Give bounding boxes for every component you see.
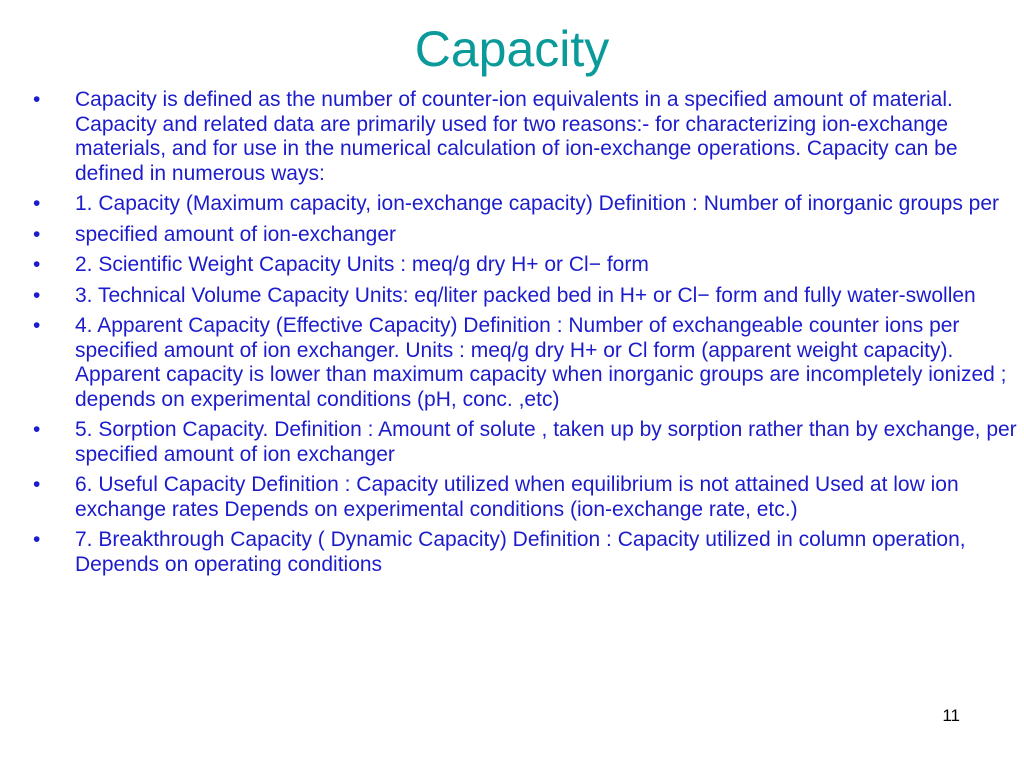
bullet-text: 3. Technical Volume Capacity Units: eq/liter packed bed in H+ or Cl− form and fully water-swollen [75,283,976,307]
bullet-text: 1. Capacity (Maximum capacity, ion-exchange capacity) Definition : Number of inorganic groups per [75,192,1000,215]
bullet-icon: • [33,253,41,276]
slide-title: Capacity [414,21,610,77]
bullet-list [33,88,1018,583]
bullet-icon: • [33,314,41,337]
bullet-item [33,88,1018,186]
bullet-item [33,284,1018,309]
bullet-text: 4. Apparent Capacity (Effective Capacity) Definition : Number of exchangeable counter ions per specified amount of ion exchanger. Units : meq/g dry H+ or Cl form (apparent weight capacity). Apparent capacity is lower than maximum capacity when inorganic groups are incompletely ionized ; depends on experimental conditions (pH, conc. ,etc) [75,314,1007,411]
bullet-icon: • [33,88,41,111]
bullet-item [33,223,1018,248]
bullet-text: 2. Scientific Weight Capacity Units : meq/g dry H+ or Cl− form [75,253,649,276]
bullet-text: 6. Useful Capacity Definition : Capacity utilized when equilibrium is not attained Used at low ion exchange rates Depends on experimental conditions (ion-exchange rate, etc.) [75,473,959,521]
page-number: 11 [942,706,960,725]
bullet-icon: • [33,222,41,246]
bullet-icon: • [33,192,41,215]
bullet-icon: • [33,473,41,496]
bullet-icon: • [33,528,41,551]
bullet-icon: • [33,418,41,441]
bullet-item [33,314,1018,412]
bullet-item [33,528,1018,577]
bullet-item [33,253,1018,278]
bullet-text: specified amount of ion-exchanger [75,222,397,246]
bullet-item [33,418,1018,467]
bullet-item [33,473,1018,522]
bullet-item [33,192,1018,217]
bullet-text: 5. Sorption Capacity. Definition : Amount of solute , taken up by sorption rather than by exchange, per specified amount of ion exchanger [75,418,1017,466]
bullet-icon: • [33,283,41,307]
bullet-text: Capacity is defined as the number of counter-ion equivalents in a specified amount of material. Capacity and related data are primarily used for two reasons:- for characterizing ion-exchange materials, and for use in the numerical calculation of ion-exchange operations. Capacity can be defined in numerous ways: [75,88,958,185]
bullet-text: 7. Breakthrough Capacity ( Dynamic Capacity) Definition : Capacity utilized in column operation, Depends on operating conditions [75,528,966,576]
